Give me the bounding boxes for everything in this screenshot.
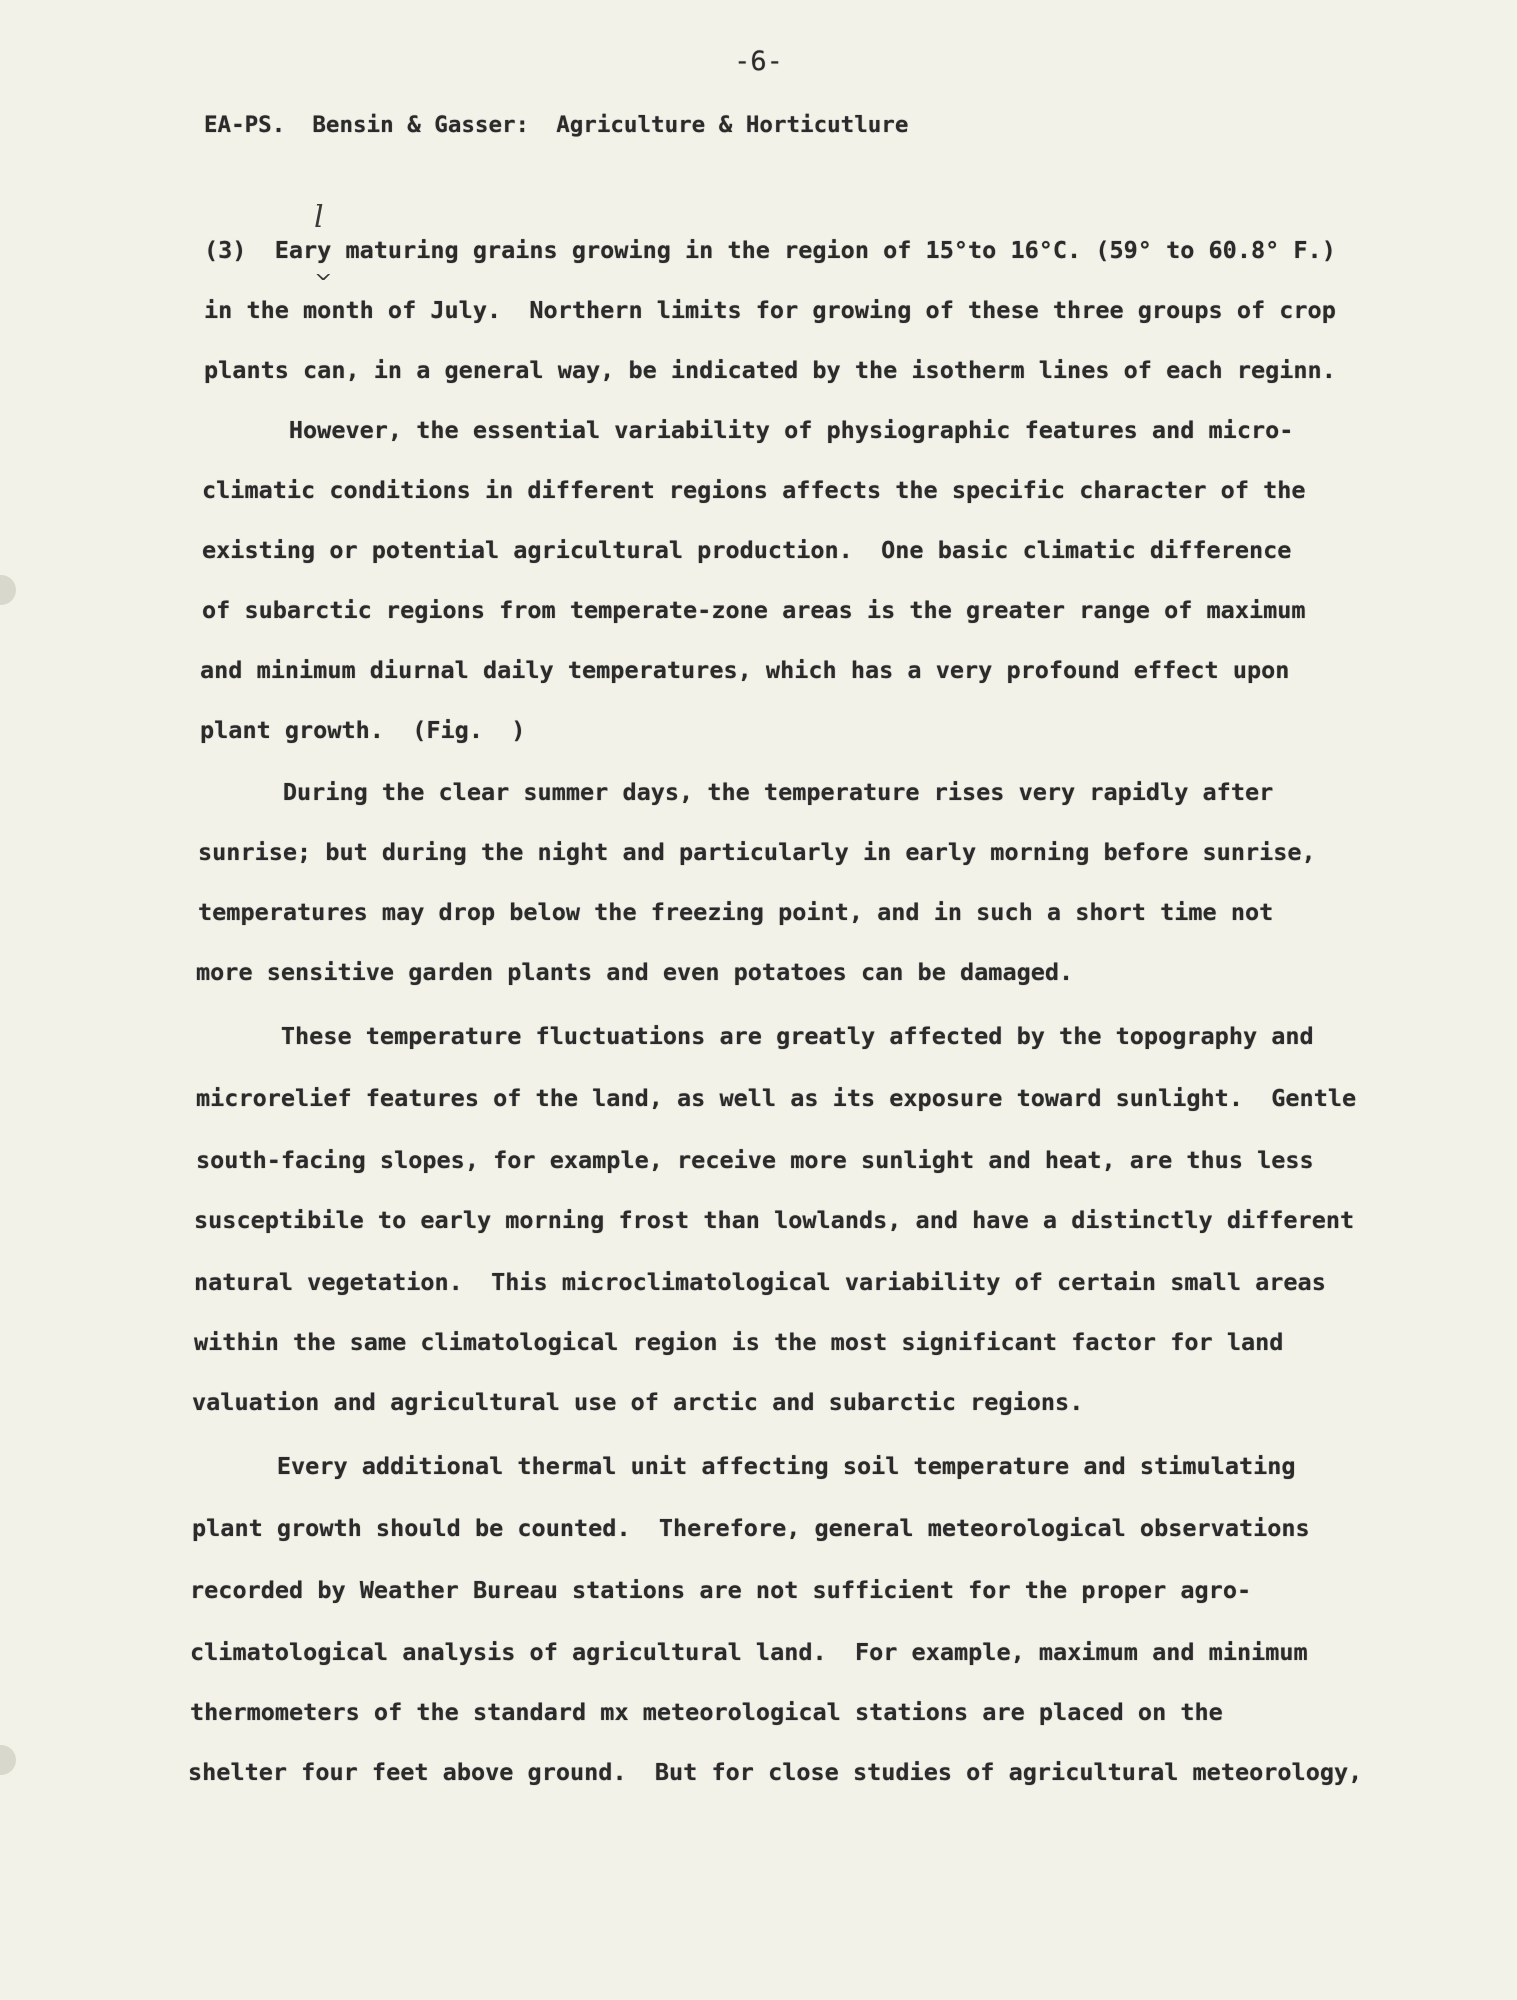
text-line-20: valuation and agricultural use of arctic and subarctic regions.	[192, 1388, 1084, 1416]
text-line-18: natural vegetation. This microclimatological variability of certain small areas	[194, 1268, 1326, 1296]
text-line-8: and minimum diurnal daily temperatures, which has a very profound effect upon	[200, 656, 1290, 684]
text-line-2: in the month of July. Northern limits for growing of these three groups of crop	[204, 296, 1336, 324]
text-line-25: thermometers of the standard mx meteorological stations are placed on the	[190, 1698, 1223, 1726]
text-line-24: climatological analysis of agricultural land. For example, maximum and minimum	[190, 1638, 1308, 1666]
text-line-15: microrelief features of the land, as well as its exposure toward sunlight. Gentle	[196, 1084, 1357, 1112]
handwritten-insertion: l	[314, 200, 324, 235]
text-line-21: Every additional thermal unit affecting soil temperature and stimulating	[192, 1452, 1296, 1480]
text-line-1: (3) Eary maturing grains growing in the region of 15°to 16°C. (59° to 60.8° F.)	[204, 236, 1336, 264]
page-number: -6-	[734, 46, 783, 77]
text-line-22: plant growth should be counted. Therefore, general meteorological observations	[192, 1514, 1310, 1542]
text-line-3: plants can, in a general way, be indicated by the isotherm lines of each reginn.	[204, 356, 1336, 384]
text-line-17: susceptibile to early morning frost than lowlands, and have a distinctly different	[194, 1206, 1355, 1234]
binder-hole	[0, 575, 16, 605]
text-line-9: plant growth. (Fig. )	[200, 716, 526, 744]
insertion-caret: ^	[314, 258, 333, 283]
text-line-14: These temperature fluctuations are greatly affected by the topography and	[196, 1022, 1314, 1050]
binder-hole	[0, 1745, 16, 1775]
text-line-11: sunrise; but during the night and particularly in early morning before sunrise,	[198, 838, 1316, 866]
text-line-7: of subarctic regions from temperate-zone areas is the greater range of maximum	[202, 596, 1306, 624]
text-line-13: more sensitive garden plants and even potatoes can be damaged.	[196, 958, 1074, 986]
text-line-10: During the clear summer days, the temperature rises very rapidly after	[198, 778, 1274, 806]
text-line-19: within the same climatological region is the most significant factor for land	[194, 1328, 1284, 1356]
text-line-26: shelter four feet above ground. But for close studies of agricultural meteorology,	[188, 1758, 1363, 1786]
text-line-5: climatic conditions in different regions affects the specific character of the	[202, 476, 1306, 504]
text-line-4: However, the essential variability of physiographic features and micro-	[204, 416, 1294, 444]
running-header: EA-PS. Bensin & Gasser: Agriculture & Horticutlure	[204, 112, 909, 138]
text-line-23: recorded by Weather Bureau stations are not sufficient for the proper agro-	[190, 1576, 1252, 1604]
text-line-12: temperatures may drop below the freezing point, and in such a short time not	[198, 898, 1274, 926]
text-line-6: existing or potential agricultural production. One basic climatic difference	[202, 536, 1292, 564]
text-line-16: south-facing slopes, for example, receive more sunlight and heat, are thus less	[196, 1146, 1314, 1174]
